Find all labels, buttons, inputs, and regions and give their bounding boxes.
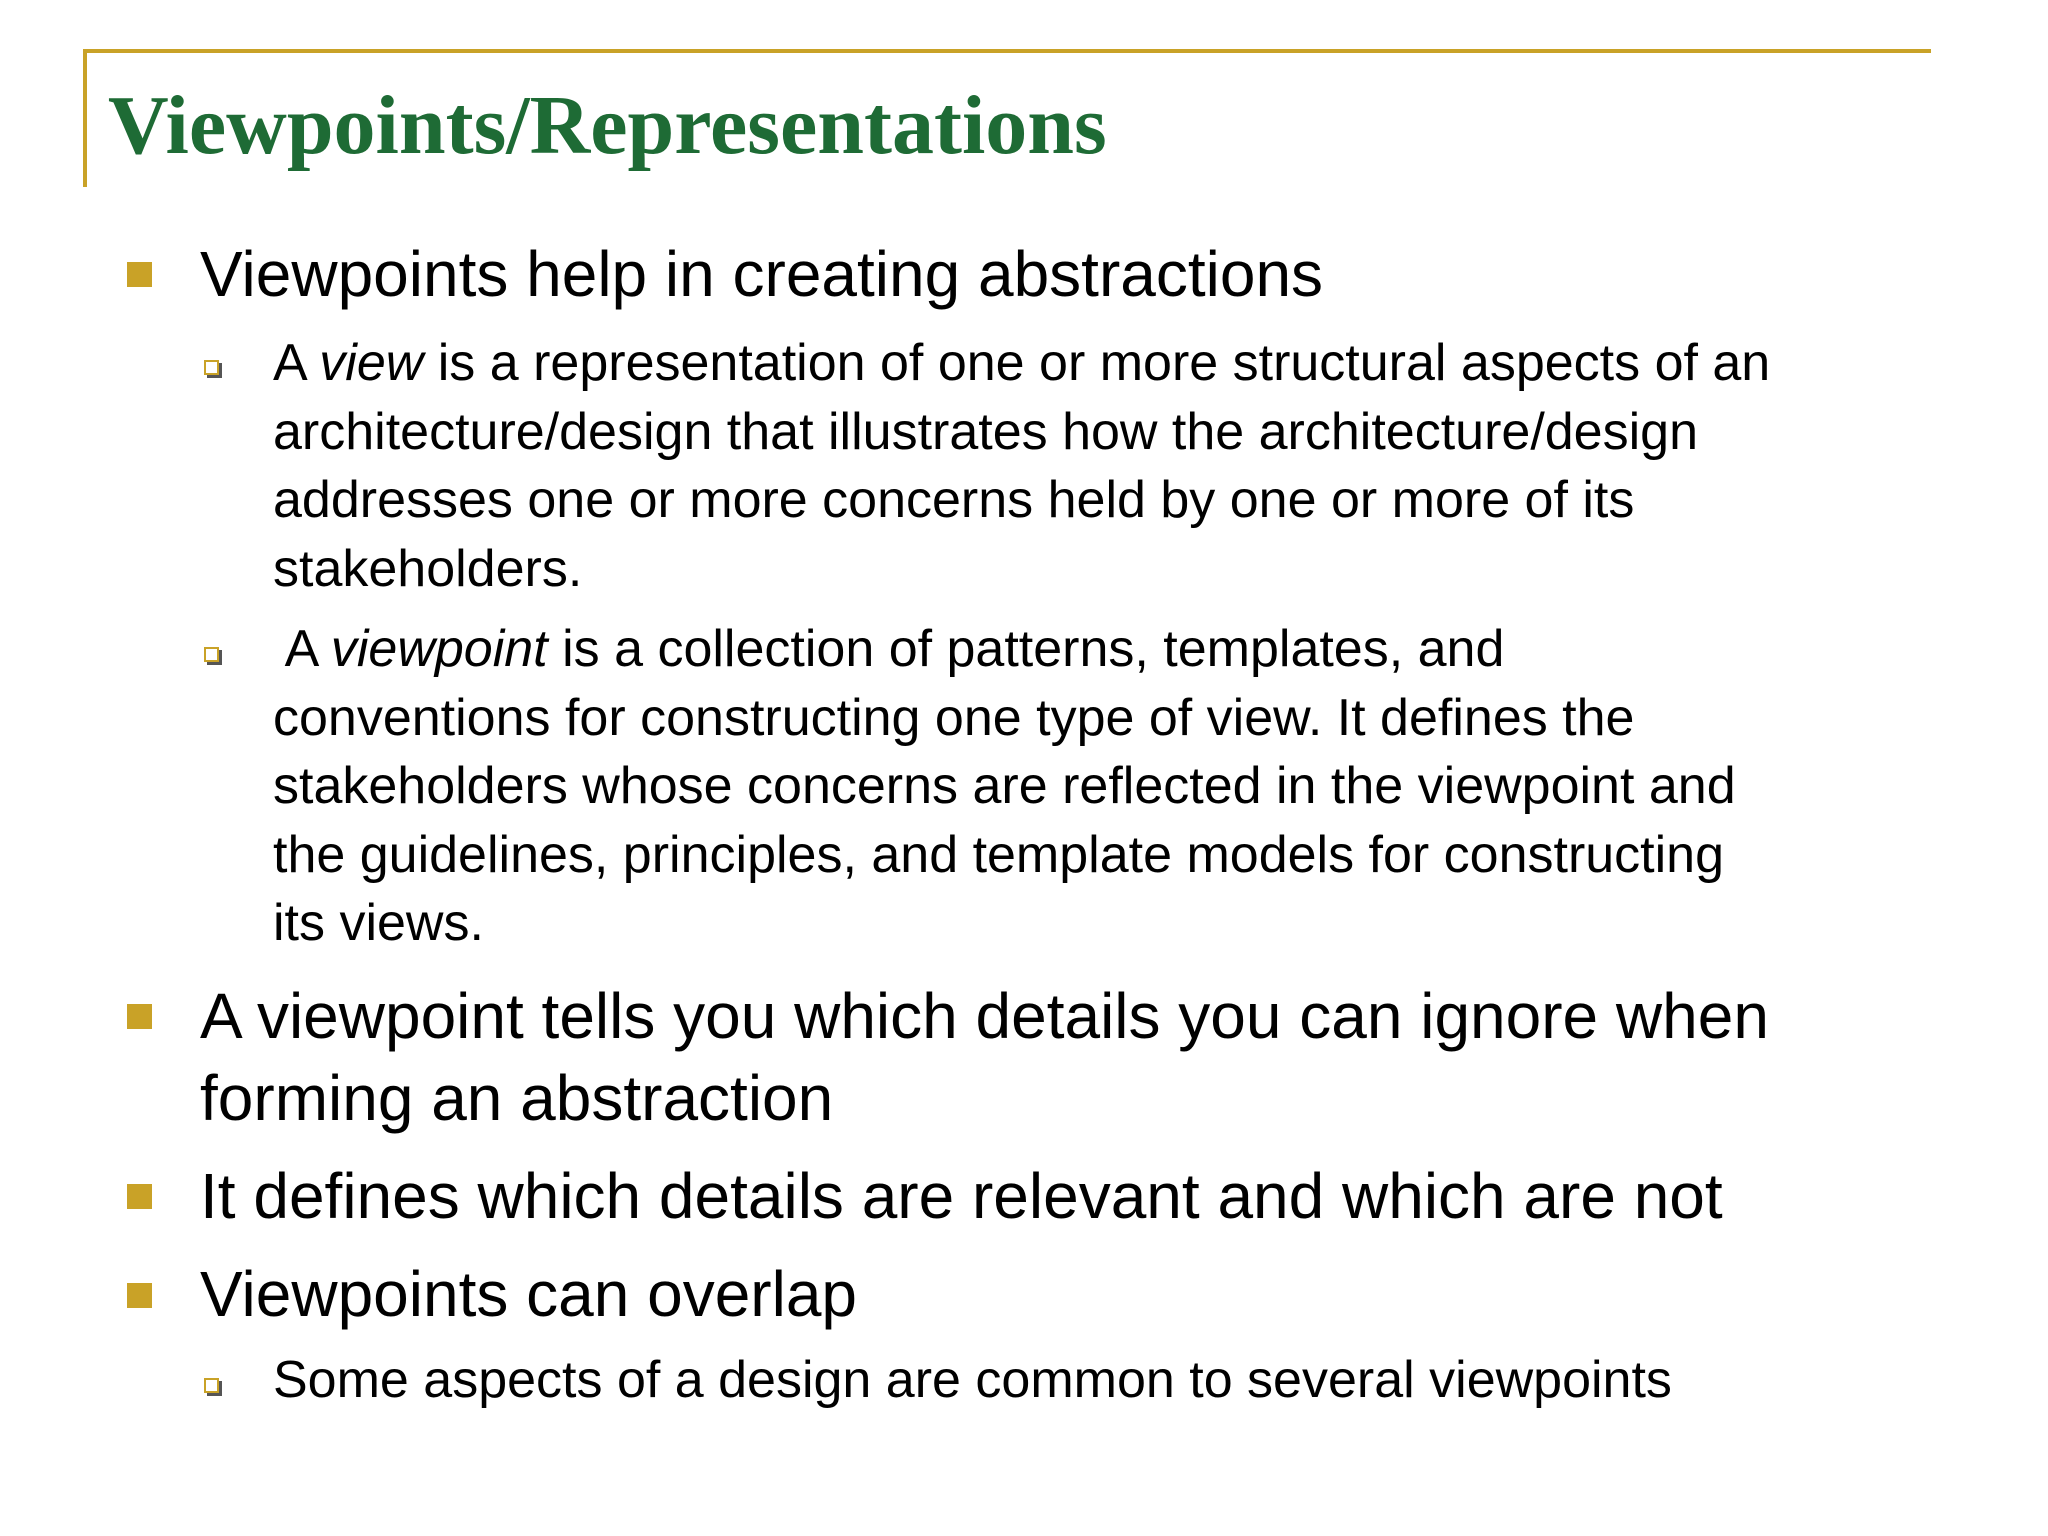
bullet-2-text xyxy=(200,975,1980,1139)
hollow-square-bullet-icon xyxy=(204,1378,219,1393)
bullet-3-text: It defines which details are relevant and which are not xyxy=(200,1160,1723,1232)
bullet-1-text: Viewpoints help in creating abstractions xyxy=(200,238,1324,310)
sub-bullet-line: stakeholders whose concerns are reflected in the viewpoint and xyxy=(273,757,1736,815)
title-rule-top xyxy=(83,49,1931,53)
bullet-4-text: Viewpoints can overlap xyxy=(200,1258,857,1330)
sub-bullet-line: architecture/design that illustrates how the architecture/design xyxy=(273,402,1698,461)
sub-bullet-line: its views. xyxy=(273,894,484,952)
sub-bullet-1-1-text xyxy=(273,329,1993,603)
filled-square-bullet-icon xyxy=(127,1283,152,1308)
bullet-line: A viewpoint tells you which details you can ignore when xyxy=(200,980,1769,1052)
hollow-square-bullet-icon xyxy=(204,360,219,375)
sub-bullet-line: addresses one or more concerns held by one or more of its xyxy=(273,471,1635,529)
bullet-line: forming an abstraction xyxy=(200,1062,834,1134)
filled-square-bullet-icon xyxy=(127,1004,152,1029)
text-run: is a collection of patterns, templates, and xyxy=(547,620,1505,678)
sub-bullet-line: the guidelines, principles, and template models for constructing xyxy=(273,825,1725,884)
filled-square-bullet-icon xyxy=(127,262,152,287)
italic-term-viewpoint: viewpoint xyxy=(330,620,548,678)
title-rule-left xyxy=(83,49,87,187)
sub-bullet-line: conventions for constructing one type of view. It defines the xyxy=(273,688,1635,747)
text-run: A xyxy=(273,334,320,392)
sub-bullet-line: stakeholders. xyxy=(273,539,583,598)
sub-bullet-line xyxy=(273,329,1993,398)
text-run: A xyxy=(273,620,331,678)
filled-square-bullet-icon xyxy=(127,1184,152,1209)
italic-term-view: view xyxy=(319,334,424,392)
hollow-square-bullet-icon xyxy=(204,647,219,662)
sub-bullet-4-1-text: Some aspects of a design are common to several viewpoints xyxy=(273,1351,1672,1409)
slide-title: Viewpoints/Representations xyxy=(108,79,1107,172)
sub-bullet-line xyxy=(273,615,1993,684)
sub-bullet-1-2-text xyxy=(273,615,1993,958)
text-run: is a representation of one or more structural aspects of an xyxy=(423,334,1771,392)
